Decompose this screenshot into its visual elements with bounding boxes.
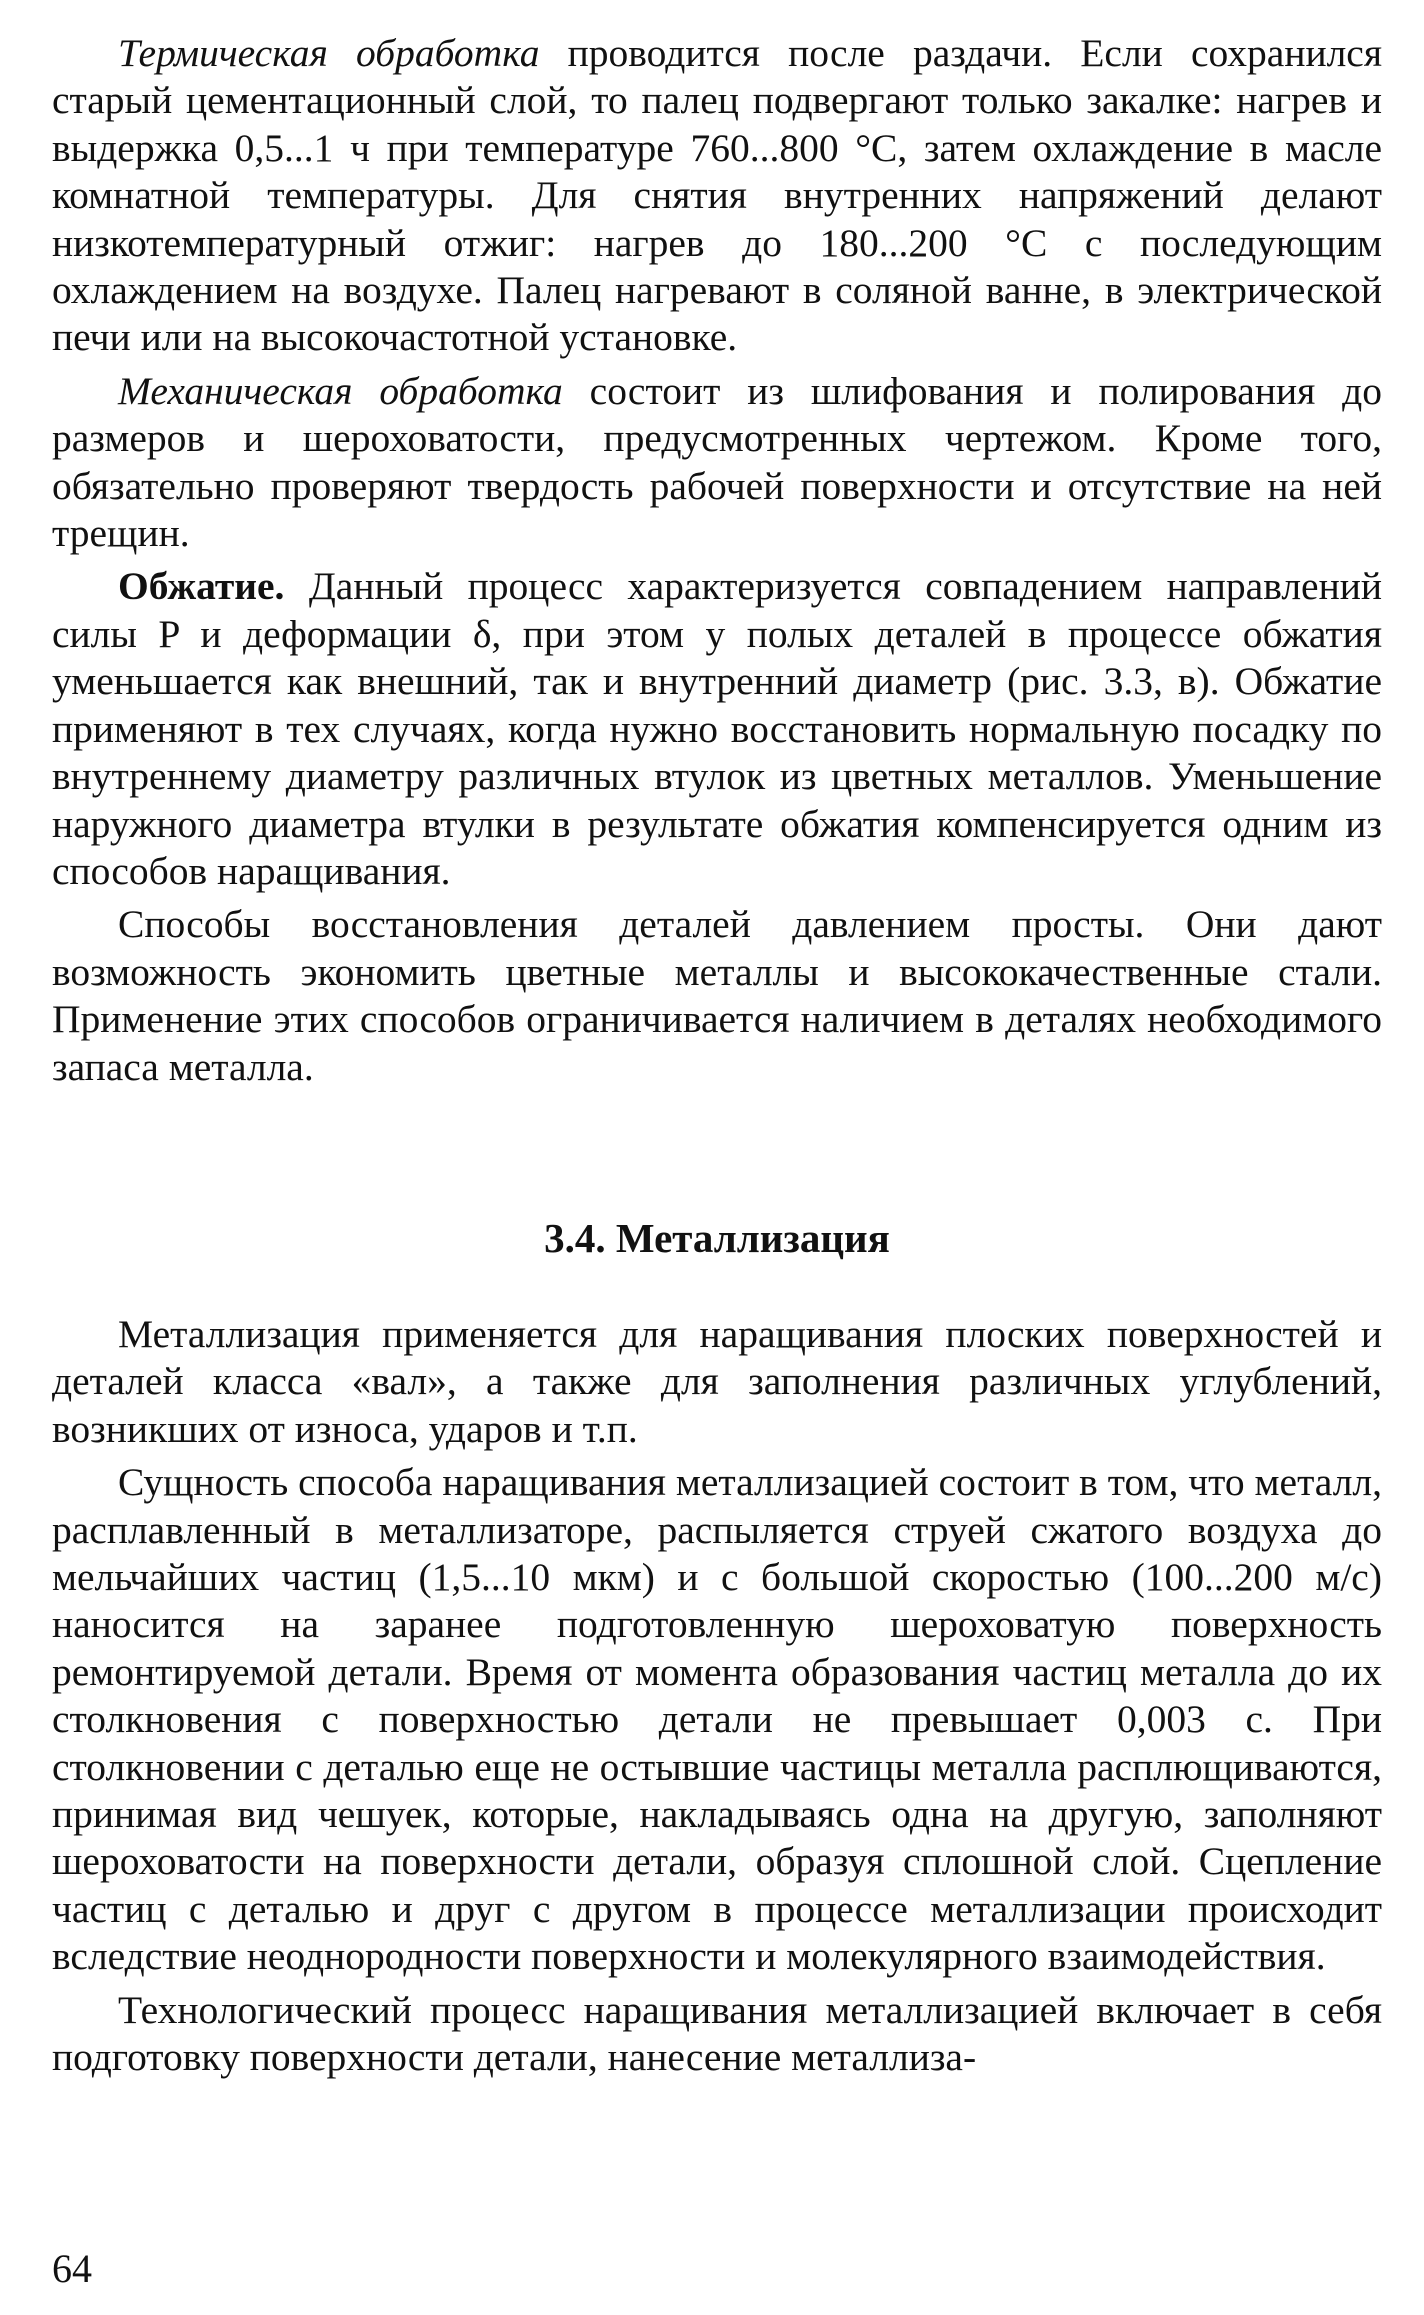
- paragraph-text: Металлизация применяется для наращивания плоских поверхностей и деталей класса «вал», а также для заполнения различных углублений, возникших от износа, ударов и т.п.: [52, 1311, 1382, 1451]
- paragraph-compression: [52, 563, 1382, 895]
- paragraph-text: Данный процесс характеризуется совпадением направлений силы P и деформации δ, при этом у полых деталей в процессе обжатия уменьшается как внешний, так и внутренний диаметр (рис. 3.3, в). Обжатие применяют в тех случаях, когда нужно восстановить нормальную посадку по внутреннему диаметру различных втулок из цветных металлов. Уменьшение наружного диаметра втулки в результате обжатия компенсируется одним из способов наращивания.: [52, 564, 1382, 893]
- paragraph-text: проводится после раздачи. Если сохранился старый цементационный слой, то палец подвергают только закалке: нагрев и выдержка 0,5...1 ч при температуре 760...800 °C, затем охлаждение в масле комнатной температуры. Для снятия внутренних напряжений делают низкотемпературный отжиг: нагрев до 180...200 °C с последующим охлаждением на воздухе. Палец нагревают в соляной ванне, в электрической печи или на высокочастотной установке.: [52, 31, 1383, 360]
- paragraph-text: Сущность способа наращивания металлизацией состоит в том, что металл, расплавленный в металлизаторе, распыляется струей сжатого воздуха до мельчайших частиц (1,5...10 мкм) и с большой скоростью (100...200 м/с) наносится на заранее подготовленную шероховатую поверхность ремонтируемой детали. Время от момента образования частиц металла до их столкновения с поверхностью детали не превышает 0,003 с. При столкновении с деталью еще не остывшие частицы металла расплющиваются, принимая вид чешуек, которые, накладываясь одна на другую, заполняют шероховатости на поверхности детали, образуя сплошной слой. Сцепление частиц с деталью и друг с другом в процессе металлизации происходит вследствие неоднородности поверхности и молекулярного взаимодействия.: [52, 1460, 1382, 1979]
- paragraph-metallization-process: [52, 1987, 1382, 2082]
- paragraph-text: Технологический процесс наращивания металлизацией включает в себя подготовку поверхности детали, нанесение металлиза-: [52, 1987, 1382, 2080]
- paragraph-metallization-essence: [52, 1459, 1382, 1980]
- paragraph-text: Способы восстановления деталей давлением просты. Они дают возможность экономить цветные металлы и высококачественные стали. Применение этих способов ограничивается наличием в деталях необходимого запаса металла.: [52, 902, 1382, 1089]
- page-body: [52, 30, 1382, 2081]
- paragraph-heat-treatment: [52, 30, 1382, 362]
- paragraph-lead: Термическая обработка: [118, 31, 540, 75]
- paragraph-lead: Обжатие.: [118, 564, 285, 609]
- paragraph-lead: Механическая обработка: [118, 368, 563, 413]
- paragraph-text: состоит из шлифования и полирования до размеров и шероховатости, предусмотренных чертежом. Кроме того, обязательно проверяют твердость рабочей поверхности и отсутствие на ней трещин.: [52, 368, 1382, 556]
- page-number: 64: [52, 2246, 92, 2291]
- paragraph-metallization-intro: [52, 1311, 1382, 1453]
- section-heading: 3.4. Металлизация: [544, 1214, 890, 1261]
- paragraph-machining: [52, 368, 1382, 558]
- paragraph-pressure-methods: [52, 901, 1382, 1091]
